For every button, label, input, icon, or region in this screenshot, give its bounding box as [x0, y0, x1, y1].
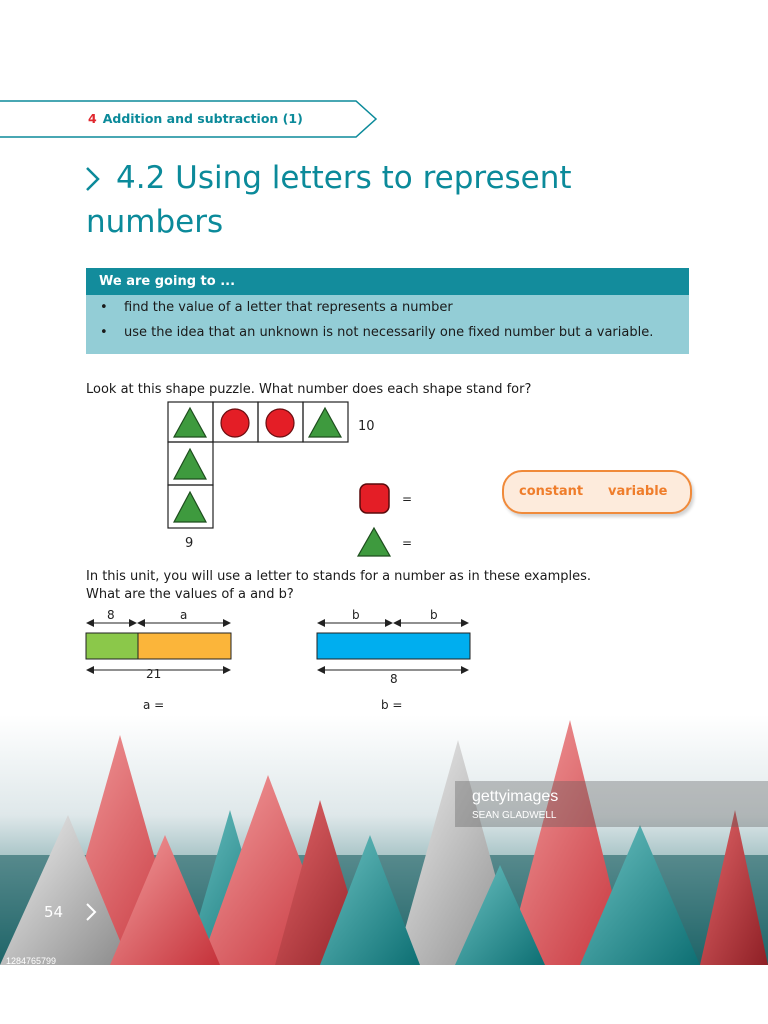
square-equals: = — [402, 492, 413, 506]
keywords-pill — [502, 470, 692, 514]
puzzle-prompt: Look at this shape puzzle. What number does each shape stand for? — [86, 382, 532, 397]
chapter-label — [88, 111, 303, 126]
column-total: 9 — [185, 536, 194, 551]
triangle-shape — [174, 408, 206, 437]
objectives-header: We are going to ... — [86, 268, 689, 295]
bar-part-label: a — [180, 608, 188, 622]
objective-text: use the idea that an unknown is not necessarily one fixed number but a variable. — [124, 325, 654, 340]
mountain-scene — [0, 715, 768, 965]
keyword-variable: variable — [608, 484, 668, 499]
examples-question: What are the values of a and b? — [86, 587, 294, 602]
bar-model-b — [314, 618, 474, 680]
triangle-shape — [356, 526, 392, 558]
chapter-number: 4 — [88, 111, 97, 126]
section-title-line2: numbers — [86, 204, 224, 240]
row-total: 10 — [358, 419, 375, 434]
watermark-credit: SEAN GLADWELL — [472, 810, 557, 821]
shape-puzzle-grid — [167, 401, 349, 531]
chevron-right-icon — [84, 166, 102, 192]
objective-item: • find the value of a letter that represents a number — [100, 300, 453, 315]
bar-part-label: b — [352, 608, 360, 622]
triangle-shape — [309, 408, 341, 437]
triangle-equals: = — [402, 536, 413, 550]
triangle-shape — [174, 492, 206, 522]
keyword-constant: constant — [519, 484, 584, 499]
circle-shape — [221, 409, 249, 437]
answer-label-a: a = — [143, 698, 165, 712]
circle-shape — [266, 409, 294, 437]
chapter-tab — [0, 100, 380, 138]
bar-total-label: 8 — [390, 672, 398, 686]
objective-item: • use the idea that an unknown is not necessarily one fixed number but a variable. — [100, 325, 654, 340]
page-number: 54 — [44, 903, 64, 921]
chapter-title: Addition and subtraction (1) — [102, 111, 303, 126]
bar-total-label: 21 — [146, 667, 162, 681]
bar-part-label: 8 — [107, 608, 115, 622]
section-title-line1: 4.2 Using letters to represent — [116, 160, 572, 196]
chevron-right-icon — [84, 902, 98, 922]
triangle-shape — [174, 449, 206, 479]
stock-id: 1284765799 — [6, 956, 57, 966]
bar-part-label: b — [430, 608, 438, 622]
watermark-logo: gettyimages — [472, 788, 559, 805]
objectives-box — [86, 268, 689, 354]
rounded-square-shape — [358, 482, 392, 516]
objective-text: find the value of a letter that represents a number — [124, 300, 453, 315]
answer-label-b: b = — [381, 698, 403, 712]
examples-intro: In this unit, you will use a letter to stands for a number as in these examples. — [86, 569, 591, 584]
